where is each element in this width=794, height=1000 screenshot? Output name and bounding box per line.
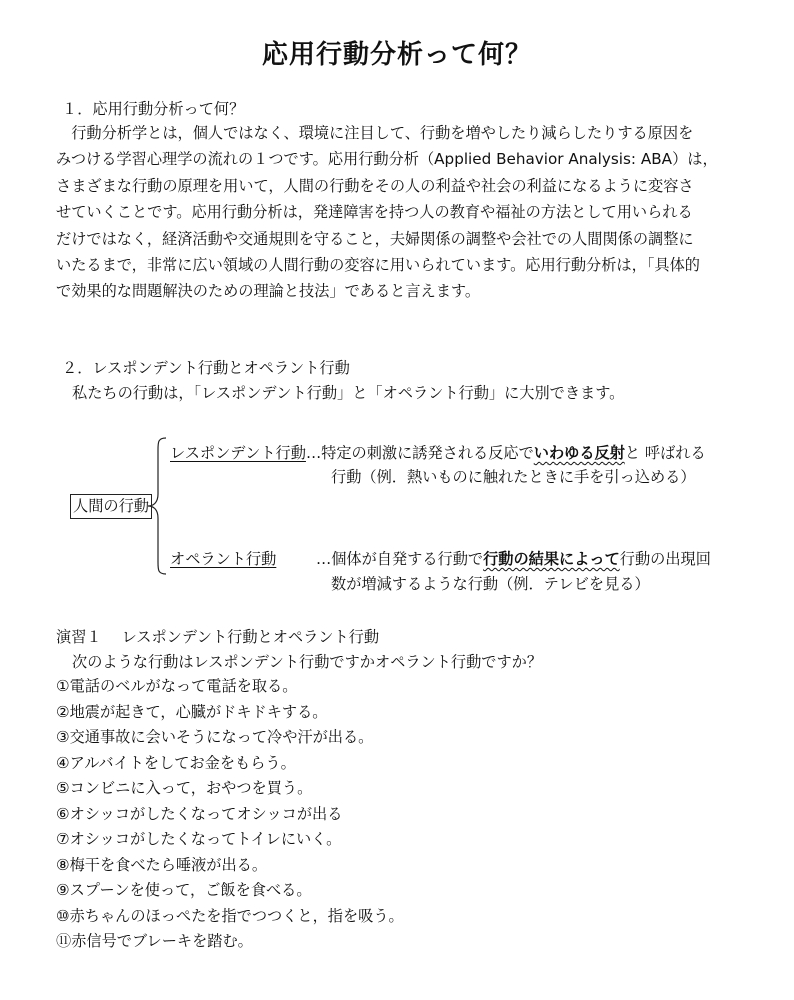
- section1-body: [56, 120, 746, 305]
- exercise-question: 次のような行動はレスポンデント行動ですかオペラント行動ですか？: [72, 653, 543, 671]
- operant-label: オペラント行動: [170, 550, 277, 568]
- section2-heading: ２．レスポンデント行動とオペラント行動: [62, 359, 350, 377]
- exercise-item: ⑨スプーンを使って，ご飯を食べる。: [56, 881, 312, 899]
- section2-intro: 私たちの行動は，「レスポンデント行動」と「オペラント行動」に大別できます。: [72, 384, 625, 402]
- respondent-row: [170, 440, 706, 466]
- section1-line: さまざまな行動の原理を用いて，人間の行動をその人の利益や社会の利益になるように変容さ: [56, 176, 694, 195]
- section1-heading: １．応用行動分析って何？: [62, 100, 245, 118]
- exercise-item: ①電話のベルがなって電話を取る。: [56, 677, 298, 695]
- exercise-item: ②地震が起きて，心臓がドキドキする。: [56, 702, 328, 721]
- operant-def: [316, 546, 711, 572]
- operant-def-line2: 数が増減するような行動（例．テレビを見る）: [331, 575, 650, 593]
- respondent-def-pre: …特定の刺激に誘発される反応で: [305, 444, 534, 462]
- exercise-item: ⑪赤信号でブレーキを踏む。: [56, 932, 253, 950]
- section1-line: みつける学習心理学の流れの１つです。応用行動分析（Applied Behavior Analysis: ABA）は，: [56, 150, 718, 169]
- exercise-item: ③交通事故に会いそうになって冷や汗が出る。: [56, 728, 374, 746]
- exercise-item: ④アルバイトをしてお金をもらう。: [56, 753, 296, 772]
- brace-shape: [146, 436, 170, 576]
- exercise-item: ⑤コンビニに入って，おやつを買う。: [56, 779, 313, 797]
- section1-line: せていくことです。応用行動分析は，発達障害を持つ人の教育や福祉の方法として用いられる: [56, 203, 693, 222]
- section1-line: いたるまで，非常に広い領域の人間行動の変容に用いられています。応用行動分析は，「具体的: [56, 256, 700, 275]
- section1-line: で効果的な問題解決のための理論と技法」であると言えます。: [56, 282, 481, 301]
- operant-row: [170, 546, 276, 572]
- exercise-item: ⑧梅干を食べたら唾液が出る。: [56, 855, 268, 874]
- exercise-item: ⑩赤ちゃんのほっぺたを指でつつくと，指を吸う。: [56, 906, 404, 925]
- operant-def-post: 行動の出現回: [619, 550, 711, 568]
- exercise-item: ⑥オシッコがしたくなってオシッコが出る: [56, 804, 343, 823]
- respondent-def-emph: いわゆる反射: [533, 444, 625, 462]
- respondent-label: レスポンデント行動: [170, 444, 306, 462]
- operant-def-pre: …個体が自発する行動で: [316, 550, 484, 568]
- section1-line: 行動分析学とは，個人ではなく、環境に注目して、行動を増やしたり減らしたりする原因を: [56, 124, 694, 142]
- exercise-item: ⑦オシッコがしたくなってトイレにいく。: [56, 830, 342, 848]
- exercise-list: [56, 674, 404, 955]
- root-label-box: 人間の行動: [70, 494, 152, 519]
- respondent-def-post: と 呼ばれる: [624, 444, 706, 462]
- respondent-def-line2: 行動（例．熱いものに触れたときに手を引っ込める）: [331, 468, 696, 486]
- page-title: 応用行動分析って何？: [261, 40, 532, 70]
- section1-line: だけではなく，経済活動や交通規則を守ること，夫婦関係の調整や会社での人間関係の調整に: [56, 229, 694, 248]
- operant-def-emph: 行動の結果によって: [483, 550, 620, 568]
- exercise-heading: 演習１ レスポンデント行動とオペラント行動: [56, 628, 380, 646]
